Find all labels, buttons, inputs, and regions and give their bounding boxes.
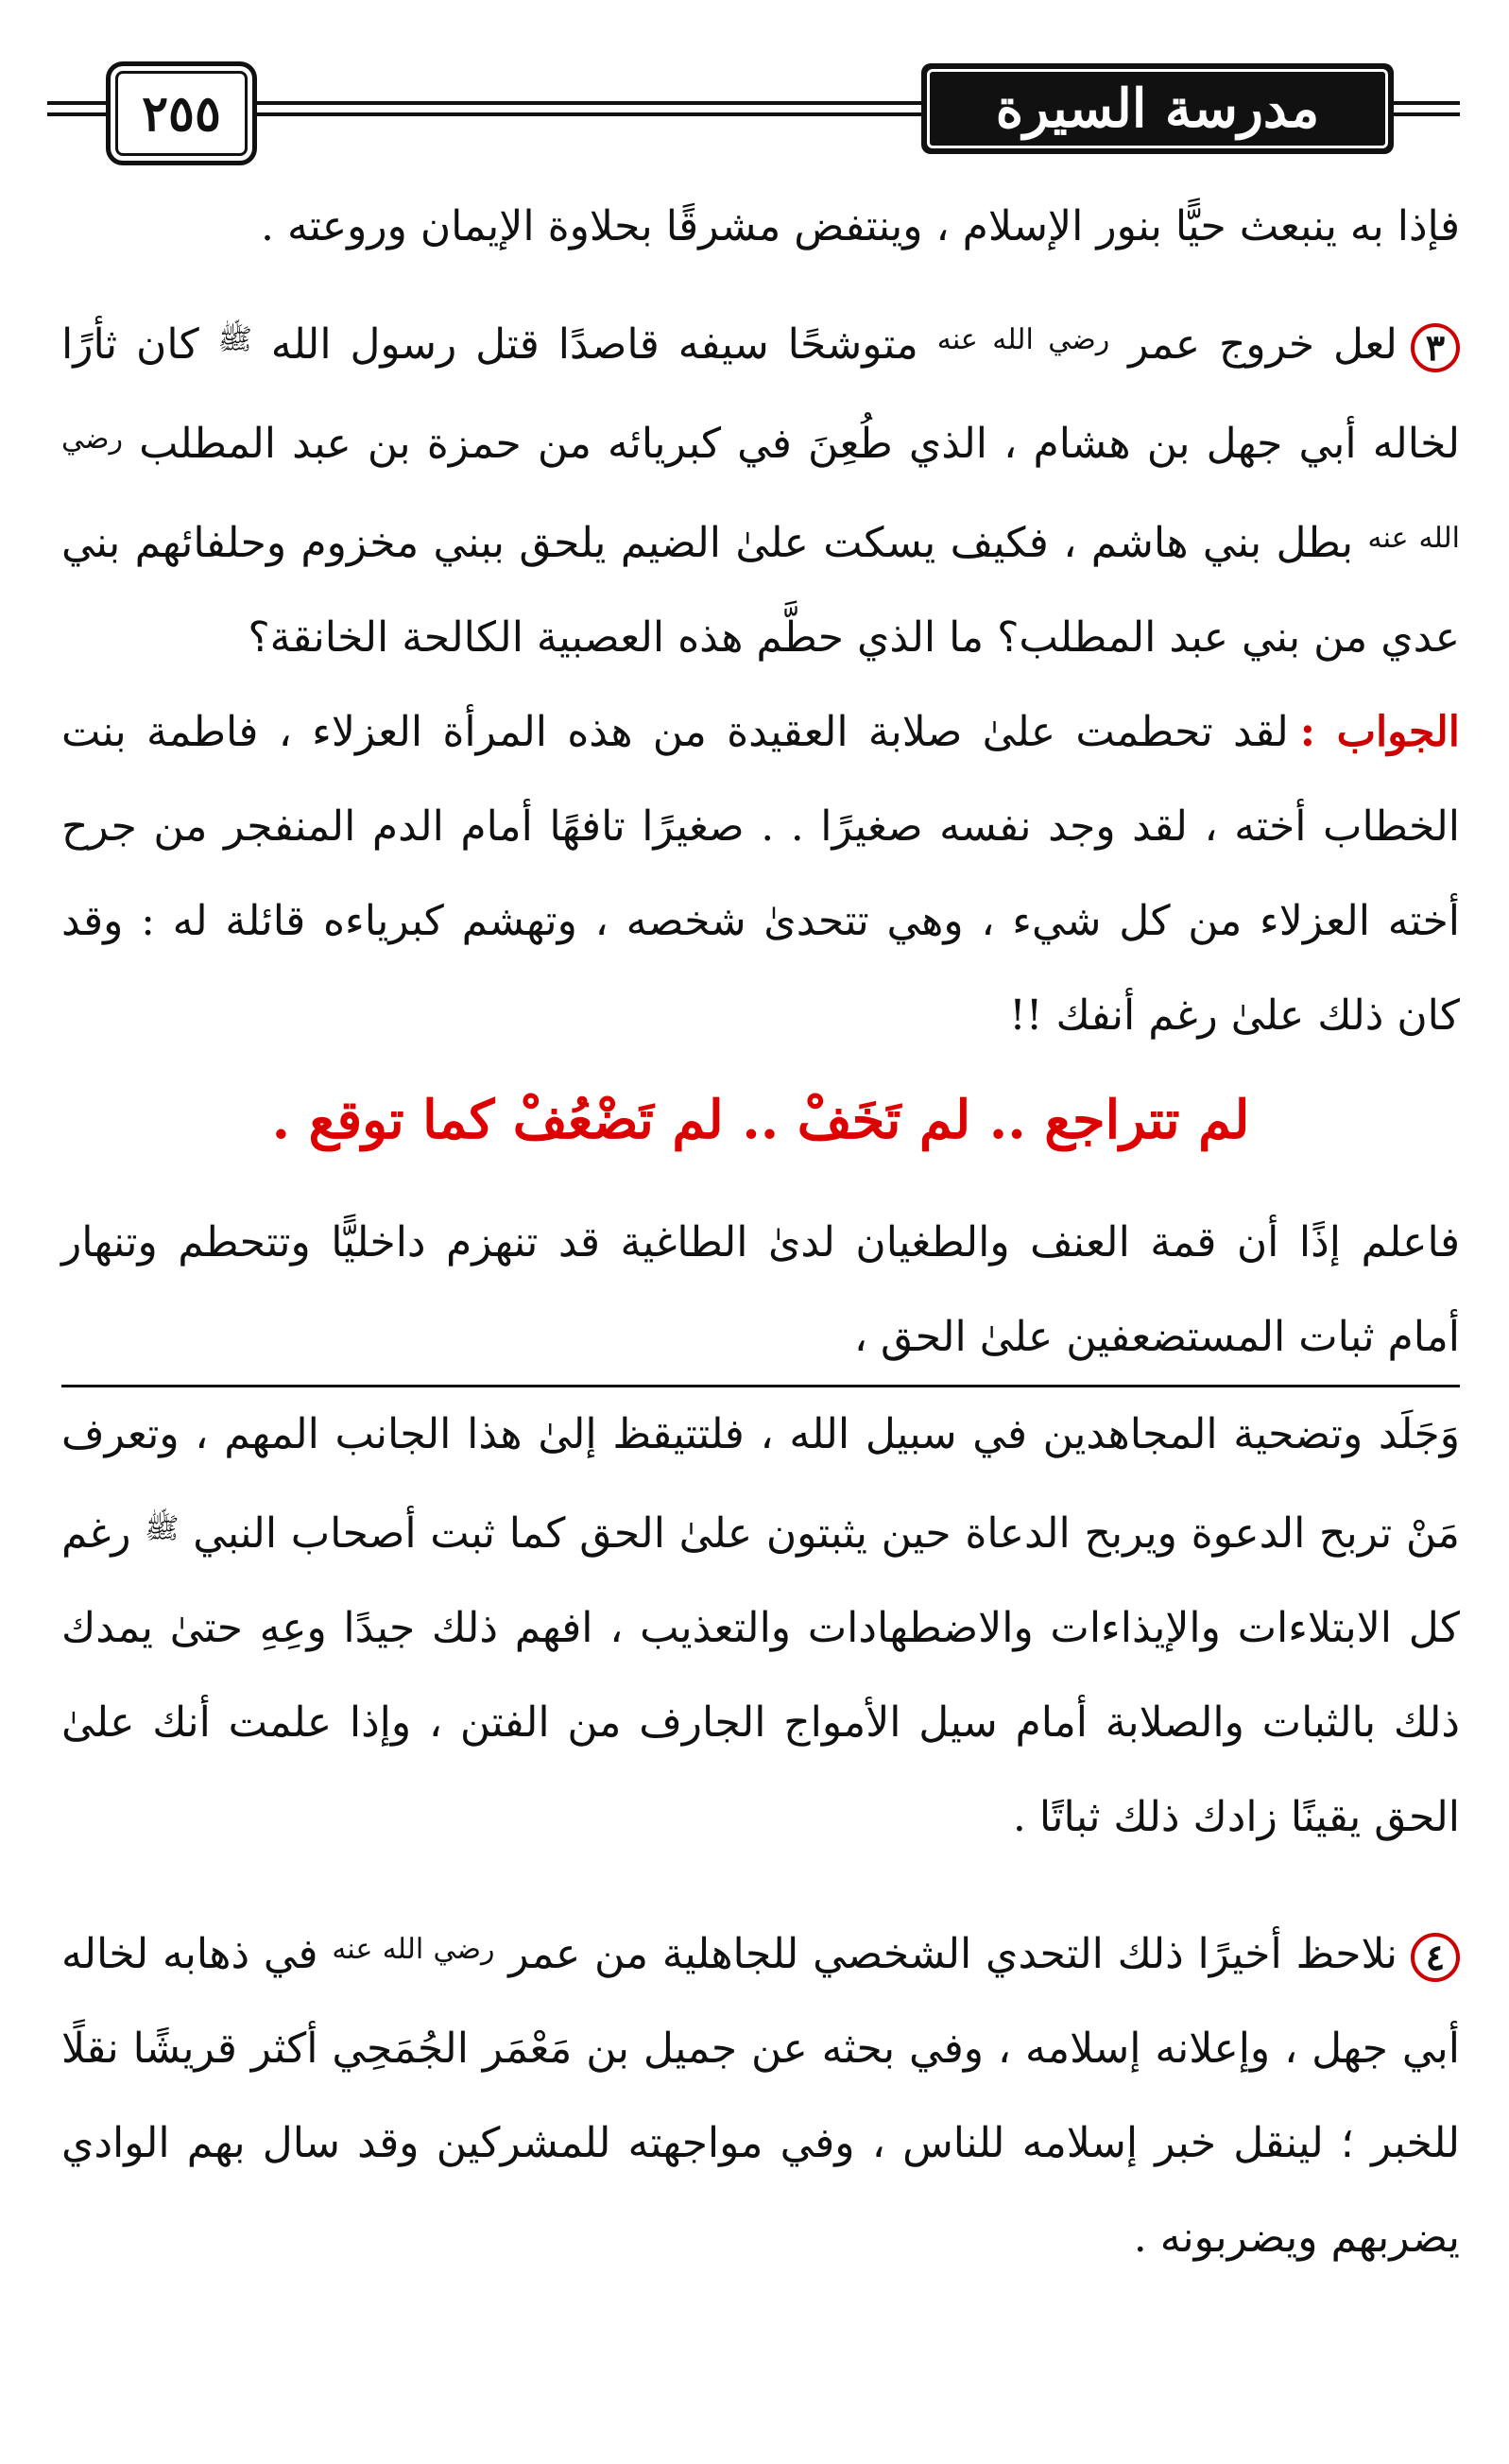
page-number: ٢٥٥ xyxy=(106,61,257,165)
honorific-mark: ﷺ xyxy=(145,1512,180,1545)
item-3-text-d: بطل بني هاشم ، فكيف يسكت علىٰ الضيم يلحق ببني مخزوم وحلفائهم بني عدي من بني عبد المطلب؟ ما الذي حطَّم هذه العصبية الكالحة الخانقة؟ xyxy=(61,519,1460,662)
underlined-passage: فاعلم إذًا أن قمة العنف والطغيان لدىٰ الطاغية قد تنهزم داخليًّا وتتحطم وتنهار أمام ثبات المستضعفين علىٰ الحق ، xyxy=(61,1196,1460,1387)
paragraph-continuation: فإذا به ينبعث حيًّا بنور الإسلام ، وينتفض مشرقًا بحلاوة الإيمان وروعته . xyxy=(261,202,1460,250)
page-header xyxy=(47,52,1460,165)
honorific-mark: رضي الله عنه xyxy=(332,1933,495,1966)
item-3-paragraph xyxy=(61,293,1460,685)
page-body xyxy=(61,180,1460,2285)
running-title: مدرسة السيرة xyxy=(927,69,1388,148)
know-paragraph xyxy=(61,1196,1460,1865)
item-3-text-c: كان ثأرًا لخاله أبي جهل بن هشام ، الذي طُعِنَ في كبريائه من حمزة بن عبد المطلب xyxy=(61,320,1460,468)
item-3-text-a: لعل خروج عمر xyxy=(1128,320,1398,369)
item-4-text-a: نلاحظ أخيرًا ذلك التحدي الشخصي للجاهلية من عمر xyxy=(508,1930,1398,1978)
highlight-quote: لم تتراجع .. لم تَخَفْ .. لم تَضْعُفْ كما توقع . xyxy=(271,1089,1250,1151)
honorific-mark: رضي الله عنه xyxy=(61,422,1460,555)
item-4-paragraph xyxy=(61,1903,1460,2285)
item-3-text-b: متوشحًا سيفه قاصدًا قتل رسول الله xyxy=(270,320,918,369)
honorific-mark: ﷺ xyxy=(217,323,252,356)
item-4-number: ٤ xyxy=(1411,1933,1460,1982)
honorific-mark: رضي الله عنه xyxy=(936,323,1110,356)
know-text-b: رغم كل الابتلاءات والإيذاءات والاضطهادات والتعذيب ، افهم ذلك جيدًا وعِهِ حتىٰ يمدك ذلك بالثبات والصلابة أمام سيل الأمواج الجارف من الفتن ، وإذا علمت أنك علىٰ الحق يقينًا زادك ذلك ثباتًا . xyxy=(61,1509,1460,1841)
running-title-frame xyxy=(921,63,1394,154)
know-text-a: وَجَلَد وتضحية المجاهدين في سبيل الله ، فلتتيقظ إلىٰ هذا الجانب المهم ، وتعرف مَنْ تربح الدعوة ويربح الدعاة حين يثبتون علىٰ الحق كما ثبت أصحاب النبي xyxy=(61,1410,1460,1558)
item-3-number: ٣ xyxy=(1411,323,1460,372)
answer-paragraph xyxy=(61,685,1460,1063)
answer-text: لقد تحطمت علىٰ صلابة العقيدة من هذه المرأة العزلاء ، فاطمة بنت الخطاب أخته ، لقد وجد نفسه صغيرًا . . صغيرًا تافهًا أمام الدم المنفجر من جرح أخته العزلاء من كل شيء ، وهي تتحدىٰ شخصه ، وتهشم كبرياءه قائلة له : وقد كان ذلك علىٰ رغم أنفك !! xyxy=(61,708,1460,1040)
answer-label: الجواب : xyxy=(1299,708,1460,756)
item-4-text-b: في ذهابه لخاله أبي جهل ، وإعلانه إسلامه ، وفي بحثه عن جميل بن مَعْمَر الجُمَحِي أكثر قريشًا نقلًا للخبر ؛ لينقل خبر إسلامه للناس ، وفي مواجهته للمشركين وقد سال بهم الوادي يضربهم ويضربونه . xyxy=(61,1930,1460,2262)
